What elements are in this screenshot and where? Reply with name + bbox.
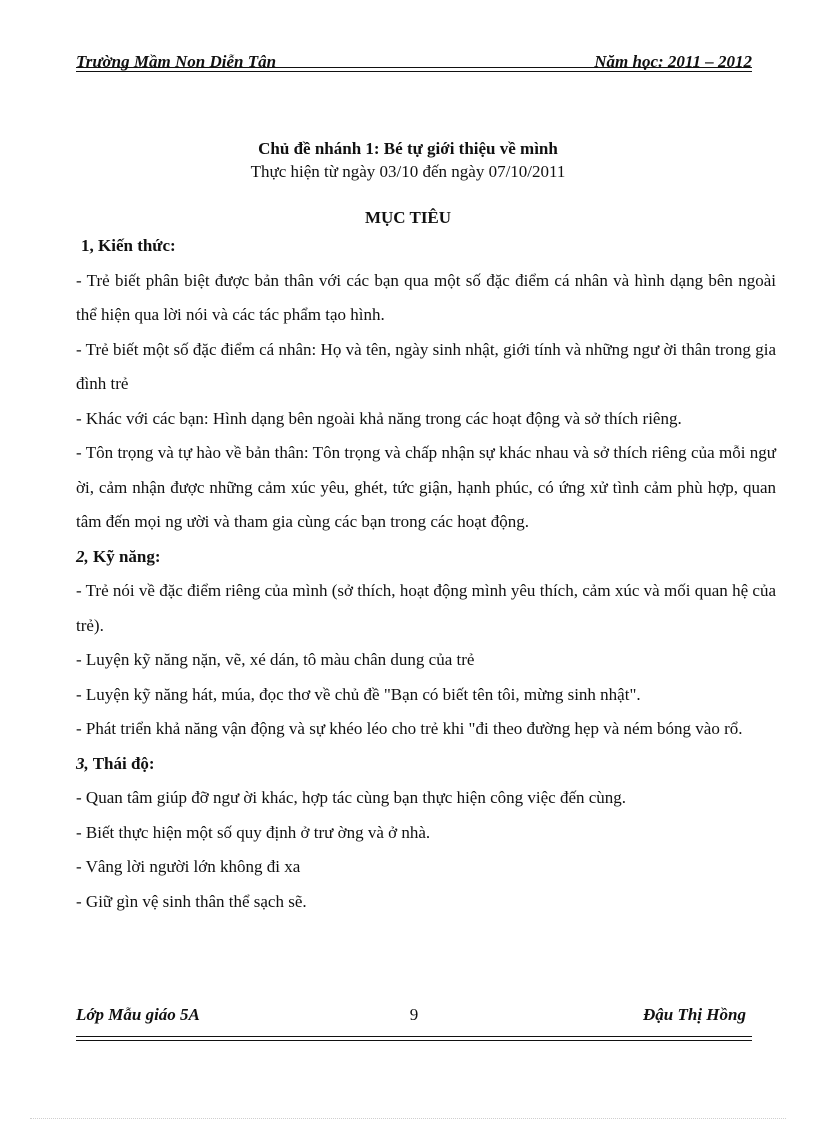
- skills-item: - Luyện kỹ năng nặn, vẽ, xé dán, tô màu chân dung của trẻ: [76, 650, 475, 669]
- section-title: MỤC TIÊU: [364, 208, 452, 227]
- attitude-item: - Vâng lời người lớn không đi xa: [76, 857, 301, 876]
- document-body: [76, 229, 776, 919]
- skills-heading-num: 2,: [76, 546, 89, 566]
- knowledge-heading: [76, 229, 776, 264]
- page-footer: [76, 1005, 752, 1029]
- school-year: Năm học: 2011 – 2012: [594, 52, 752, 71]
- page-number: 9: [409, 1005, 419, 1024]
- knowledge-item: - Trẻ biết phân biệt được bản thân với các bạn qua một số đặc điểm cá nhân và hình dạng bên ngoài thể hiện qua lời nói và các tác phẩm tạo hình.: [76, 270, 776, 324]
- attitude-heading: [76, 747, 776, 782]
- knowledge-item: - Trẻ biết một số đặc điểm cá nhân: Họ và tên, ngày sinh nhật, giới tính và những ngư ời thân trong gia đình trẻ: [76, 339, 776, 393]
- skills-heading: [76, 540, 776, 575]
- class-name: Lớp Mẫu giáo 5A: [76, 1005, 200, 1024]
- teacher-name: Đậu Thị Hồng: [643, 1005, 746, 1024]
- attitude-heading-text: Thái độ:: [92, 753, 155, 773]
- header-rule: [76, 67, 752, 72]
- attitude-heading-num: 3,: [76, 753, 89, 773]
- page-edge-divider: [30, 1118, 786, 1119]
- skills-item: - Trẻ nói về đặc điểm riêng của mình (sở thích, hoạt động mình yêu thích, cảm xúc và mối quan hệ của trẻ).: [76, 581, 776, 635]
- skills-heading-text: Kỹ năng:: [93, 546, 161, 566]
- knowledge-item: - Khác với các bạn: Hình dạng bên ngoài khả năng trong các hoạt động và sở thích riêng.: [76, 408, 682, 428]
- skills-item: - Luyện kỹ năng hát, múa, đọc thơ về chủ đề "Bạn có biết tên tôi, mừng sinh nhật".: [76, 684, 641, 704]
- topic-dates: Thực hiện từ ngày 03/10 đến ngày 07/10/2011: [250, 162, 566, 181]
- attitude-item: - Quan tâm giúp đỡ ngư ời khác, hợp tác cùng bạn thực hiện công việc đến cùng.: [76, 788, 627, 807]
- footer-rule: [76, 1036, 752, 1041]
- attitude-item: - Giữ gìn vệ sinh thân thể sạch sẽ.: [76, 891, 307, 911]
- knowledge-heading-text: 1, Kiến thức:: [81, 236, 176, 255]
- attitude-item: - Biết thực hiện một số quy định ở trư ờng và ở nhà.: [76, 822, 431, 842]
- knowledge-item: - Tôn trọng và tự hào về bản thân: Tôn trọng và chấp nhận sự khác nhau và sở thích riêng của mỗi ngư ời, cảm nhận được những cảm xúc yêu, ghét, tức giận, hạnh phúc, có ứng xử tình cảm phù hợp, quan tâm đến mọi ng ười và tham gia cùng các bạn trong các hoạt động.: [76, 443, 776, 531]
- school-name: Trường Mầm Non Diễn Tân: [76, 52, 277, 71]
- topic-title: Chủ đề nhánh 1: Bé tự giới thiệu về mình: [258, 139, 558, 158]
- skills-item: - Phát triển khả năng vận động và sự khéo léo cho trẻ khi "đi theo đường hẹp và ném bóng vào rổ.: [76, 719, 743, 738]
